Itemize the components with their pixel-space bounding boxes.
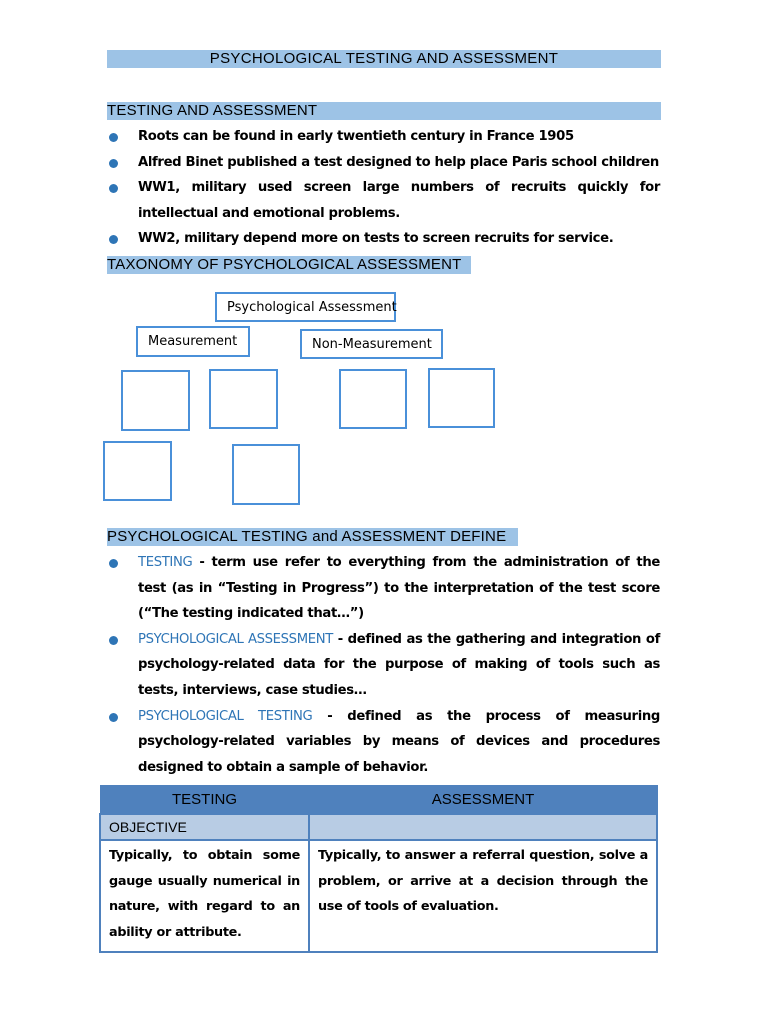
section-heading-testing-assessment: TESTING AND ASSESSMENT (107, 102, 318, 119)
diagram-node-empty (121, 370, 190, 431)
bullet-icon (109, 235, 118, 244)
list-item (107, 226, 660, 252)
bullet-icon (109, 713, 118, 722)
list-item-text: Roots can be found in early twentieth century in France 1905 (138, 129, 574, 144)
list-item-text: Alfred Binet published a test designed to help place Paris school children (138, 154, 659, 170)
diagram-node-empty (103, 441, 172, 501)
term-definition: - defined as the process of measuring psychology-related variables by means of devices and procedures designed to obtain a sample of behavior. (138, 708, 661, 775)
term-definition: - defined as the gathering and integration of psychology-related data for the purpose of making of tools such as tests, interviews, case studies… (138, 631, 660, 698)
list-item (107, 150, 660, 176)
list-item (107, 175, 660, 226)
diagram-node-empty (232, 444, 300, 505)
diagram-node-non-measurement (300, 329, 443, 359)
list-item-text: WW2, military depend more on tests to screen recruits for service. (138, 231, 614, 247)
term-label: PSYCHOLOGICAL ASSESSMENT (138, 631, 333, 647)
section-heading-define: PSYCHOLOGICAL TESTING and ASSESSMENT DEFINE (107, 528, 507, 545)
list-item (107, 627, 660, 704)
list-item (107, 124, 660, 150)
bullet-icon (109, 133, 118, 142)
diagram-node-label: Measurement (148, 334, 238, 349)
column-header-testing: TESTING (100, 786, 309, 815)
table-cell-assessment: Typically, to answer a referral question, solve a problem, or arrive at a decision through the use of tools of evaluation. (309, 840, 657, 952)
section-heading-taxonomy: TAXONOMY OF PSYCHOLOGICAL ASSESSMENT (107, 256, 462, 273)
diagram-node-empty (428, 368, 495, 428)
list-item-text: WW1, military used screen large numbers of recruits quickly for intellectual and emotional problems. (138, 180, 660, 221)
list-item (107, 704, 660, 781)
row-label-objective: OBJECTIVE (100, 814, 309, 840)
definition-bullet-list (107, 550, 660, 780)
term-label: TESTING (138, 555, 193, 570)
table-cell-empty (309, 814, 657, 840)
history-bullet-list (107, 124, 660, 252)
term-definition: - term use refer to everything from the administration of the test (as in “Testing in Progress”) to the interpretation of the test score (“The testing indicated that…”) (138, 555, 660, 622)
diagram-node-measurement (136, 326, 250, 357)
column-header-assessment: ASSESSMENT (309, 786, 657, 815)
diagram-node-root (215, 292, 396, 322)
term-label: PSYCHOLOGICAL TESTING (138, 708, 313, 724)
table-row (100, 814, 657, 840)
table-header-row (100, 786, 657, 815)
bullet-icon (109, 184, 118, 193)
bullet-icon (109, 159, 118, 168)
list-item (107, 550, 660, 627)
bullet-icon (109, 559, 118, 568)
diagram-node-empty (339, 369, 407, 429)
bullet-icon (109, 636, 118, 645)
diagram-node-label: Psychological Assessment (227, 300, 397, 315)
page-title: PSYCHOLOGICAL TESTING AND ASSESSMENT (209, 50, 559, 67)
table-cell-testing: Typically, to obtain some gauge usually numerical in nature, with regard to an ability or attribute. (100, 840, 309, 952)
table-row (100, 840, 657, 952)
diagram-node-empty (209, 369, 278, 429)
comparison-table (99, 785, 658, 953)
diagram-node-label: Non-Measurement (312, 337, 432, 352)
